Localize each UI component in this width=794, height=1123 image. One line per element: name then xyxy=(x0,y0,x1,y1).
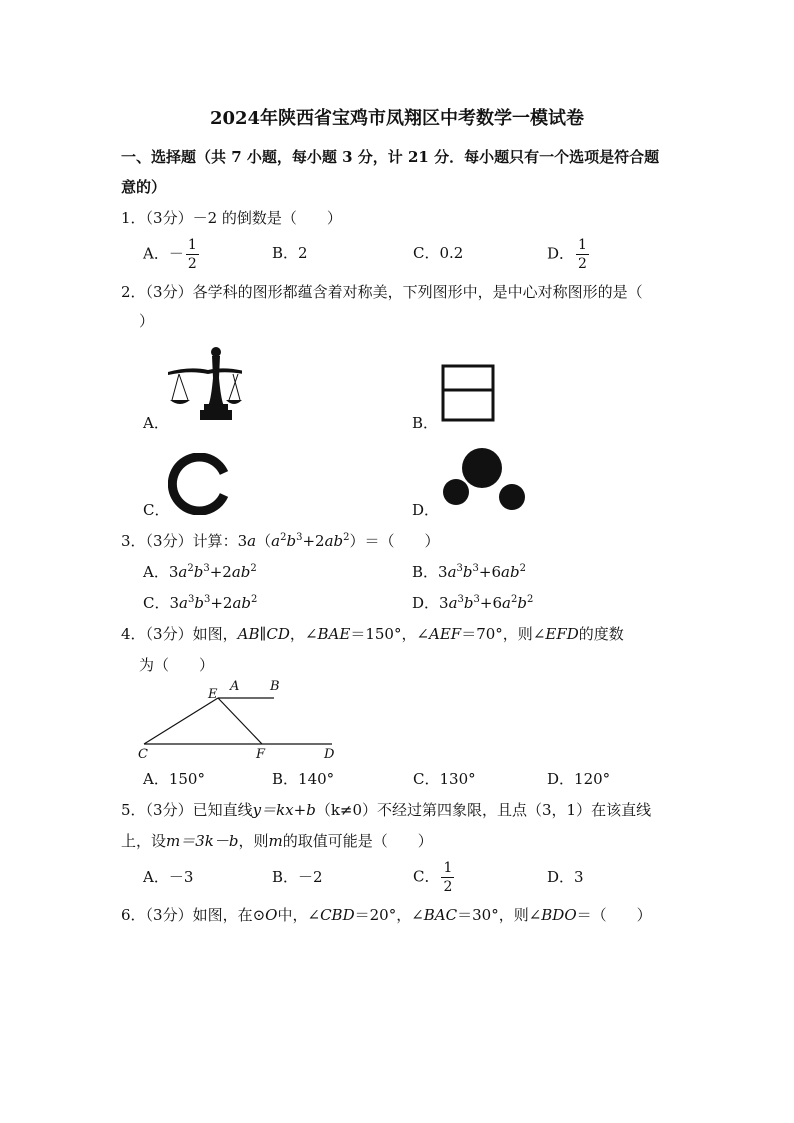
three-circles-icon xyxy=(440,446,528,512)
q1-option-d[interactable]: D． $\frac{1}{2}$ xyxy=(547,237,587,272)
question-6: 6．（3分）如图，在⊙O中，∠CBD＝20°，∠BAC＝30°，则∠BDO＝（ ） xyxy=(121,906,652,924)
label-C: C xyxy=(138,747,148,762)
question-4: 4．（3分）如图，AB∥CD，∠BAE＝150°，∠AEF＝70°，则∠EFD的度数 xyxy=(121,625,624,643)
question-2-cont: ） xyxy=(139,312,155,330)
q4-option-c[interactable]: C．130° xyxy=(413,770,476,788)
q4-option-d[interactable]: D．120° xyxy=(547,770,611,788)
q2-option-a[interactable]: A． xyxy=(143,414,169,432)
question-4-cont: 为（ ） xyxy=(139,656,215,674)
question-1: 1．（3分）－2 的倒数是（ ） xyxy=(121,209,342,227)
q2-option-c[interactable]: C． xyxy=(143,501,170,519)
section-heading-line1: 一、选择题（共 7 小题，每小题 3 分，计 21 分．每小题只有一个选项是符合题 xyxy=(121,148,660,166)
label-B: B xyxy=(270,679,280,694)
q5-option-a[interactable]: A．－3 xyxy=(143,868,194,886)
question-5: 5．（3分）已知直线y＝kx+b（k≠0）不经过第四象限，且点（3，1）在该直线 xyxy=(121,801,652,819)
q1-option-c[interactable]: C．0.2 xyxy=(413,244,464,262)
q3-option-a[interactable]: A．$3a^2b^3+2ab^2$ xyxy=(143,563,257,581)
label-F: F xyxy=(256,747,266,762)
c-ring-icon xyxy=(168,453,230,515)
page-title: 2024年陕西省宝鸡市凤翔区中考数学一模试卷 xyxy=(209,108,585,129)
q4-option-a[interactable]: A．150° xyxy=(143,770,205,788)
q3-option-b[interactable]: B．$3a^3b^3+6ab^2$ xyxy=(412,563,526,581)
label-D: D xyxy=(324,747,335,762)
q4-option-b[interactable]: B．140° xyxy=(272,770,335,788)
q5-option-b[interactable]: B．－2 xyxy=(272,868,323,886)
question-3: 3．（3分）计算：$3a(a^2b^3+2ab^2)=$（ ） xyxy=(121,532,440,550)
q4-geometry-figure xyxy=(134,676,344,762)
q5-option-c[interactable]: C． $\frac{1}{2}$ xyxy=(413,860,453,895)
q3-option-c[interactable]: C．$3a^3b^3+2ab^2$ xyxy=(143,594,258,612)
q5-c-fraction: $\frac{1}{2}$ xyxy=(443,860,453,895)
q3-option-d[interactable]: D．$3a^3b^3+6a^2b^2$ xyxy=(412,594,534,612)
q5-option-d[interactable]: D．3 xyxy=(547,868,584,886)
q1-d-fraction: $\frac{1}{2}$ xyxy=(578,237,587,272)
question-5-cont: 上，设m＝3k－b，则m的取值可能是（ ） xyxy=(121,832,433,850)
square-with-line-icon xyxy=(441,364,495,422)
q1-option-a[interactable]: A．－ $\frac{1}{2}$ xyxy=(143,237,197,272)
q1-option-b[interactable]: B．2 xyxy=(272,244,308,262)
question-2: 2．（3分）各学科的图形都蕴含着对称美，下列图形中，是中心对称图形的是（ xyxy=(121,283,643,301)
q1-a-fraction: $\frac{1}{2}$ xyxy=(187,237,197,272)
section-heading-line2: 意的） xyxy=(121,178,167,196)
q2-option-d[interactable]: D． xyxy=(412,501,440,519)
q2-option-b[interactable]: B． xyxy=(412,414,439,432)
label-E: E xyxy=(208,687,218,702)
scale-balance-icon xyxy=(168,344,242,422)
label-A: A xyxy=(230,679,240,694)
